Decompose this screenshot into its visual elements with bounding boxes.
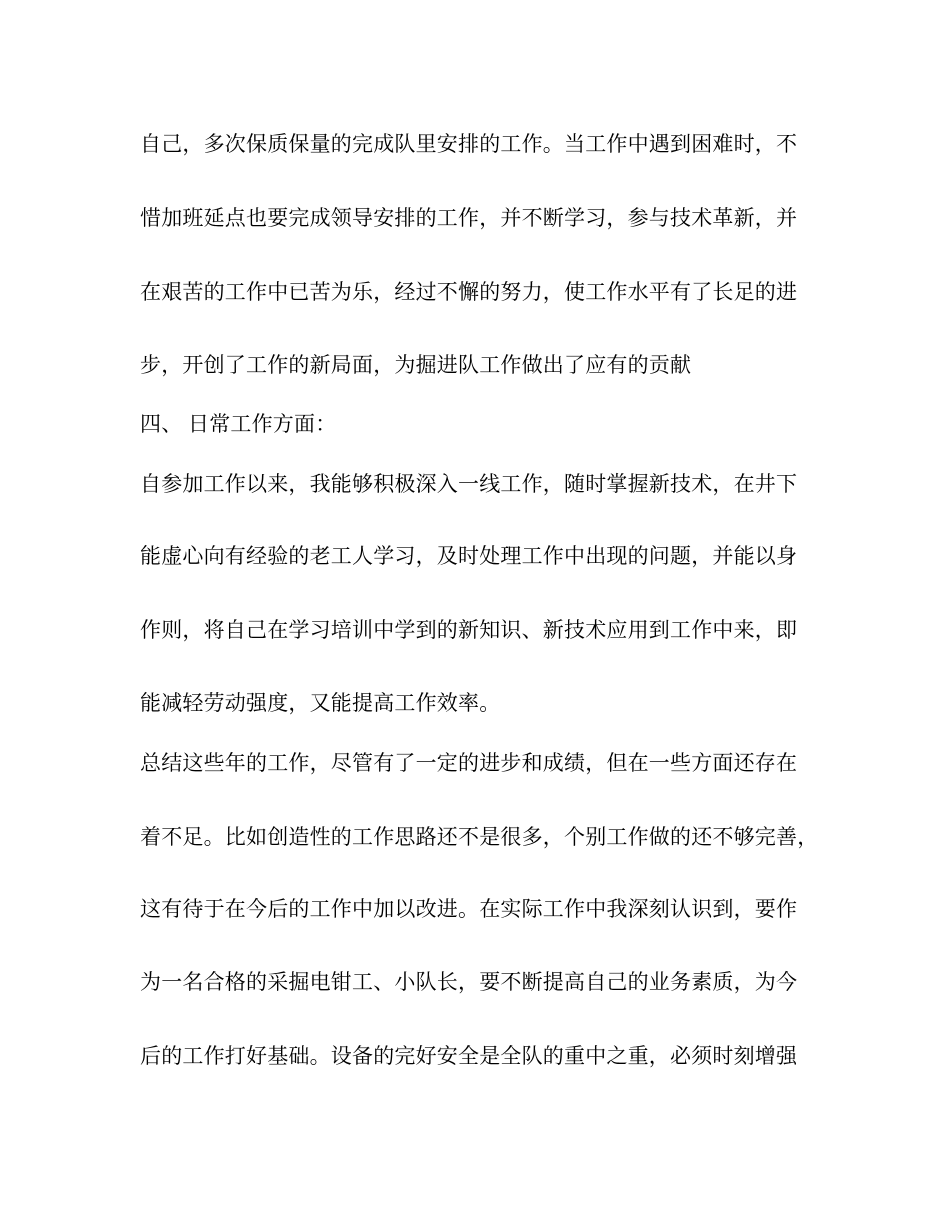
paragraph-line: 后的工作打好基础。设备的完好安全是全队的重中之重，必须时刻增强	[140, 1044, 798, 1068]
paragraph-line: 步，开创了工作的新局面，为掘进队工作做出了应有的贡献	[140, 353, 692, 377]
paragraph-line: 总结这些年的工作，尽管有了一定的进步和成绩，但在一些方面还存在	[140, 751, 798, 775]
paragraph-line: 在艰苦的工作中已苦为乐，经过不懈的努力，使工作水平有了长足的进	[140, 280, 798, 304]
paragraph-line: 自己，多次保质保量的完成队里安排的工作。当工作中遇到困难时，不	[140, 132, 798, 156]
section-number: 四、	[140, 412, 183, 436]
paragraph-line: 能虚心向有经验的老工人学习，及时处理工作中出现的问题，并能以身	[140, 544, 798, 568]
paragraph-line: 为一名合格的采掘电钳工、小队长，要不断提高自己的业务素质，为今	[140, 970, 798, 994]
paragraph-line: 作则，将自己在学习培训中学到的新知识、新技术应用到工作中来，即	[140, 618, 798, 642]
paragraph-line: 惜加班延点也要完成领导安排的工作，并不断学习，参与技术革新，并	[140, 206, 798, 230]
section-title: 日常工作方面：	[188, 412, 337, 436]
paragraph-line: 这有待于在今后的工作中加以改进。在实际工作中我深刻认识到，要作	[140, 897, 798, 921]
section-heading	[140, 409, 840, 439]
paragraph-line: 能减轻劳动强度，又能提高工作效率。	[140, 691, 501, 715]
paragraph-line: 着不足。比如创造性的工作思路还不是很多，个别工作做的还不够完善，	[140, 825, 819, 849]
paragraph-line: 自参加工作以来，我能够积极深入一线工作，随时掌握新技术，在井下	[140, 472, 798, 496]
